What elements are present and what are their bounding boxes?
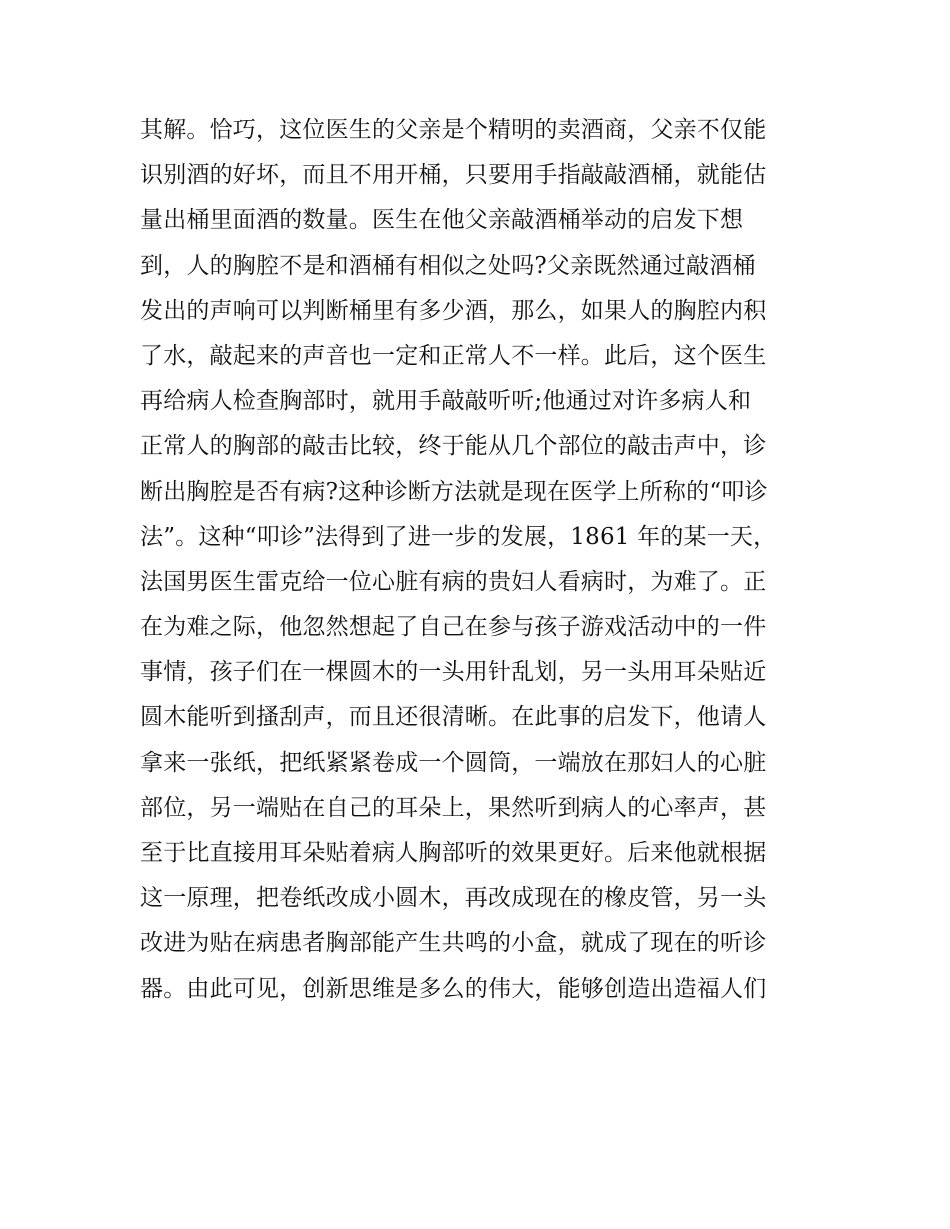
text-line: 法国男医生雷克给一位心脏有病的贵妇人看病时，为难了。正 <box>140 568 767 595</box>
text-line: 至于比直接用耳朵贴着病人胸部听的效果更好。后来他就根据 <box>140 840 767 866</box>
text-line: 正常人的胸部的敲击比较，终于能从几个部位的敲击声中，诊 <box>140 433 767 460</box>
text-line: 法”。这种“叩诊”法得到了进一步的发展，1861 年的某一天， <box>140 523 777 550</box>
text-line: 了水，敲起来的声音也一定和正常人不一样。此后，这个医生 <box>140 342 767 369</box>
text-line: 断出胸腔是否有病?这种诊断方法就是现在医学上所称的“叩诊 <box>140 478 768 505</box>
text-line: 发出的声响可以判断桶里有多少酒，那么，如果人的胸腔内积 <box>140 297 767 324</box>
text-line: 其解。恰巧，这位医生的父亲是个精明的卖酒商，父亲不仅能 <box>140 117 767 143</box>
text-line: 到，人的胸腔不是和酒桶有相似之处吗?父亲既然通过敲酒桶 <box>140 252 756 279</box>
body-paragraph <box>140 108 820 1012</box>
text-line: 部位，另一端贴在自己的耳朵上，果然听到病人的心率声，甚 <box>140 794 767 821</box>
text-line: 器。由此可见，创新思维是多么的伟大，能够创造出造福人们 <box>140 975 767 1002</box>
text-line: 量出桶里面酒的数量。医生在他父亲敲酒桶举动的启发下想 <box>140 207 744 234</box>
text-line: 拿来一张纸，把纸紧紧卷成一个圆筒，一端放在那妇人的心脏 <box>140 749 767 776</box>
text-line: 事情，孩子们在一棵圆木的一头用针乱划，另一头用耳朵贴近 <box>140 659 767 686</box>
text-line: 这一原理，把卷纸改成小圆木，再改成现在的橡皮管，另一头 <box>140 885 767 912</box>
text-line: 在为难之际，他忽然想起了自己在参与孩子游戏活动中的一件 <box>140 614 767 641</box>
text-line: 再给病人检查胸部时，就用手敲敲听听;他通过对许多病人和 <box>140 388 752 415</box>
text-line: 识别酒的好坏，而且不用开桶，只要用手指敲敲酒桶，就能估 <box>140 162 767 189</box>
text-line: 改进为贴在病患者胸部能产生共鸣的小盒，就成了现在的听诊 <box>140 930 767 957</box>
text-line: 圆木能听到搔刮声，而且还很清晰。在此事的启发下，他请人 <box>140 704 767 731</box>
